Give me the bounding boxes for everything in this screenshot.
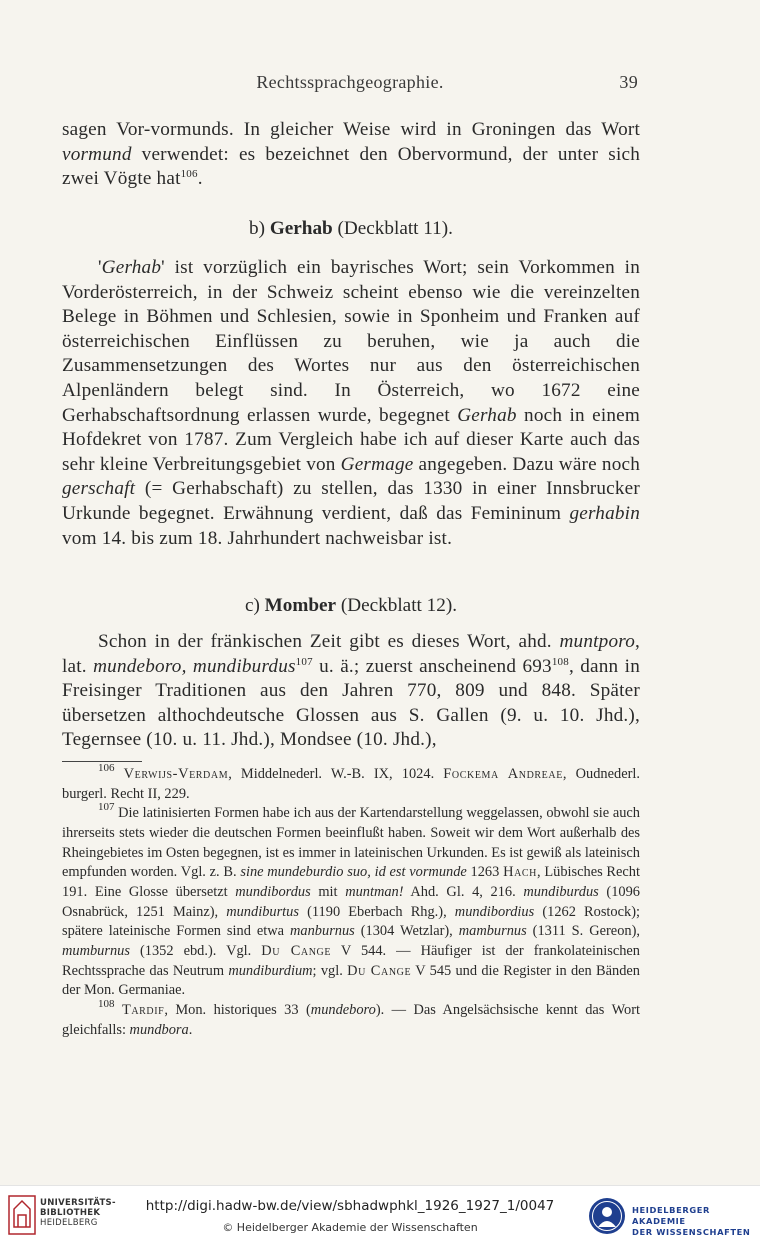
academy-name: HEIDELBERGER AKADEMIE DER WISSENSCHAFTEN <box>632 1205 751 1237</box>
footnote-ref-108[interactable]: 108 <box>551 655 569 668</box>
headword-gerhab: Gerhab <box>269 218 333 239</box>
paragraph-3: Schon in der fränkischen Zeit gibt es dieses Wort, ahd. muntporo, lat. mundeboro, mundiburdus$^{107}$ u. ä.; zuerst anscheinend $693^{108}$, dann in Freisinger Traditionen aus den Jahren 770, 809 und 848. Später übersetzen althochdeutsche Glossen aus S. Gallen (9. u. 10. Jhd.), Tegernsee (10. u. 11. Jhd.), Mondsee (10. Jhd.), <box>62 631 640 751</box>
paragraph-1: sagen Vor-vormunds. In gleicher Weise wird in Groningen das Wort vormund verwendet: es bezeichnet den Obervormund, der unter sich zwei Vögte hat$^{106}$. <box>62 119 640 190</box>
paragraph-2: 'Gerhab' ist vorzüglich ein bayrisches Wort; sein Vorkommen in Vorderösterreich, in der Schweiz scheint ebenso wie die vereinzelten Belege in Böhmen und Schlesien, sowie in Sponheim und Franken auf österreichischen Einflüssen zu beruhen, wie ja auch die Zusammensetzungen des Wortes nur aus den österreichischen Alpenländern belegt sind. In Österreich, wo 1672 eine Gerhabschaftsordnung erlassen wurde, begegnet Gerhab noch in einem Hofdekret von 1787. Zum Vergleich habe ich auf dieser Karte auch das sehr kleine Verbreitungsgebiet von Germage angegeben. Dazu wäre noch gerschaft (= Gerhabschaft) zu stellen, das 1330 in einer Innsbrucker Urkunde begegnet. Erwähnung verdient, daß das Femininum gerhabin vom 14. bis zum 18. Jahrhundert nachweisbar ist. <box>62 257 640 549</box>
footnote-108: $^{108}$ Tardif, Mon. historiques 33 (mundeboro). — Das Angelsächsische kennt das Wort gleichfalls: mundbora. <box>62 997 640 1038</box>
section-heading-b: b) Gerhab (Deckblatt 11). <box>249 218 453 239</box>
copyright-notice: © Heidelberger Akademie der Wissenschaften <box>222 1221 478 1234</box>
section-heading-c: c) Momber (Deckblatt 12). <box>244 595 458 616</box>
academy-seal-icon[interactable] <box>588 1197 626 1235</box>
running-title: Rechtssprachgeographie. <box>256 72 444 92</box>
university-library-logo-icon[interactable] <box>8 1195 36 1235</box>
footnotes <box>62 762 641 1040</box>
page-number: 39 <box>619 72 638 92</box>
viewer-footer <box>0 1185 760 1245</box>
footnote-ref-106[interactable]: 106 <box>180 168 198 181</box>
footnote-107: $^{107}$ Die latinisierten Formen habe ich aus der Kartendarstellung weggelassen, obwohl sie auch ihrerseits stets wieder die deutschen Formen beeinflußt haben. Soweit wir dem Wort außerhalb des Rheingebietes im Osten begegnen, ist es immer in lateinischen Urkunden. Es ist gewiß als lateinisch empfunden worden. Vgl. z. B. sine mundeburdio suo, id est vormunde 1263 Hach, Lübisches Recht 191. Eine Glosse übersetzt mundibordus mit muntman! Ahd. Gl. 4, 216. mundiburdus (1096 Osnabrück, 1251 Mainz), mundiburtus (1190 Eberbach Rhg.), mundibordius (1262 Rostock); spätere lateinische Formen sind etwa manburnus (1304 Wetzlar), mamburnus (1311 S. Gereon), mumburnus (1352 ebd.). Vgl. Du Cange V 544. — Häufiger ist der frankolateinischen Rechtssprache das Neutrum mundiburdium; vgl. Du Cange V 545 und die Register in den Bänden der Mon. Germaniae. <box>62 801 641 999</box>
footnote-ref-107[interactable]: 107 <box>295 655 313 668</box>
footnote-106: $^{106}$ Verwijs-Verdam, Middelnederl. W.-B. IX, 1024. Fockema Andreae, Oudnederl. burgerl. Recht II, 229. <box>62 762 640 802</box>
university-library-name: UNIVERSITÄTS- BIBLIOTHEK HEIDELBERG <box>40 1198 116 1228</box>
permalink-url[interactable]: http://digi.hadw-bw.de/view/sbhadwphkl_1926_1927_1/0047 <box>145 1198 555 1214</box>
headword-momber: Momber <box>264 595 337 616</box>
